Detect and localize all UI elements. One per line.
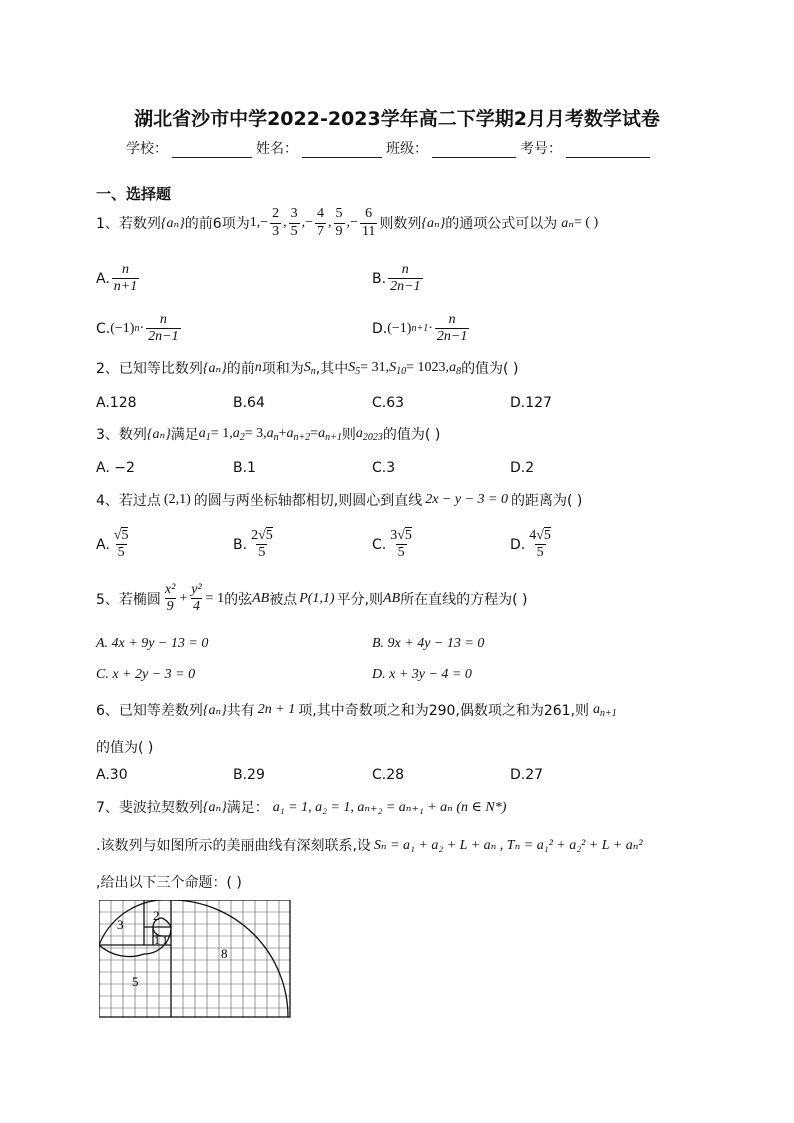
q6-line2: 的值为( ) (96, 740, 154, 756)
q1-number: 1、 (96, 216, 119, 232)
q1-text3: 则数列 (379, 216, 422, 232)
square-label-3: 3 (117, 917, 124, 932)
q5-option-b[interactable]: B. 9x + 4y − 13 = 0 (372, 636, 485, 651)
spiral-curve (99, 900, 288, 1017)
q5-option-d[interactable]: D. x + 3y − 4 = 0 (372, 667, 472, 682)
question-2: 2、 已知等比数列 {aₙ} 的前 n 项和为 $S_n$ ,其中 $S_5$ = 31, $S_{10}$ = 1023, $a_8$ 的值为( ) (96, 359, 519, 377)
square-label-1a: 1 (154, 933, 160, 947)
number-blank[interactable] (566, 142, 650, 158)
q4-option-a[interactable]: A. $\frac{√5}{5}$ (96, 528, 129, 561)
question-5: 5、 若椭圆 $\frac{\text{x²}}{9}$ + $\frac{\text{y²}}{4}$ = 1 的弦 AB 被点 P(1,1) 平分,则 AB 所在直线的方程为( ) (96, 582, 528, 615)
square-label-8: 8 (221, 946, 228, 961)
name-label: 姓名： (256, 141, 298, 157)
info-line (126, 138, 654, 158)
q1-option-b[interactable]: B. $\frac{n}{2n-1}$ (372, 262, 421, 295)
q3-option-d[interactable]: D.2 (510, 460, 535, 476)
q4-option-c[interactable]: C. $\frac{3√5}{5}$ (372, 528, 412, 561)
q1-frac: $\frac{5}{9}$ (335, 206, 343, 239)
q4-option-d[interactable]: D. $\frac{4√5}{5}$ (510, 528, 551, 561)
q1-text4: 的通项公式可以为 (445, 216, 558, 232)
q1-seq: {aₙ} (160, 215, 185, 231)
q3-option-a[interactable]: A. −2 (96, 460, 135, 476)
q7-line2: .该数列与如图所示的美丽曲线有深刻联系,设 Sₙ = a₁ + a₂ + L + aₙ , Tₙ = a₁² + a₂² + L + aₙ² (96, 837, 643, 854)
q1-frac: $\frac{4}{7}$ (317, 206, 325, 239)
q6-option-a[interactable]: A.30 (96, 767, 128, 783)
q4-option-b[interactable]: B. $\frac{2√5}{5}$ (233, 528, 273, 561)
q1-frac: $\frac{3}{5}$ (290, 206, 298, 239)
square-label-2: 2 (153, 908, 160, 923)
page-title: 湖北省沙市中学2022-2023学年高二下学期2月月考数学试卷 (134, 108, 660, 130)
number-label: 考号： (520, 141, 562, 157)
square-label-1b: 1 (162, 933, 168, 947)
question-1: 1、 若数列 {aₙ} 的前6项为 1, − $\frac{2}{3}$ , $\frac{3}{5}$ ,− $\frac{4}{7}$ , $\frac{5}{9}$ ,− $\frac{6}{11}$ 则数列 {aₙ} 的通项公式可以为 aₙ = ( ) (96, 206, 599, 239)
q3-option-c[interactable]: C.3 (372, 460, 396, 476)
q2-option-a[interactable]: A.128 (96, 395, 137, 411)
q5-option-c[interactable]: C. x + 2y − 3 = 0 (96, 667, 196, 682)
question-6: 6、 已知等差数列 {aₙ} 共有 2n + 1 项,其中奇数项之和为290,偶数项之和为261,则 $a_{n+1}$ (96, 701, 617, 719)
q2-option-d[interactable]: D.127 (510, 395, 552, 411)
q7-line3: ,给出以下三个命题：( ) (96, 875, 242, 891)
figure-squares (99, 900, 290, 1017)
q1-text2: 的前6项为 (184, 216, 250, 232)
square-label-5: 5 (132, 974, 139, 989)
q1-frac: $\frac{6}{11}$ (361, 206, 376, 239)
q1-frac: $\frac{2}{3}$ (272, 206, 280, 239)
q6-option-c[interactable]: C.28 (372, 767, 405, 783)
q1-term: 1, (249, 215, 261, 230)
question-3: 3、 数列 {aₙ} 满足 $a_1$ = 1, $a_2$ = 3, $a_n$ + $a_{n+2}$ = $a_{n+1}$ 则 $a_{2023}$ 的值为( ) (96, 425, 441, 443)
school-label: 学校： (126, 141, 168, 157)
q1-option-c[interactable]: C. (−1) n · $\frac{n}{2n-1}$ (96, 312, 179, 345)
class-blank[interactable] (432, 142, 516, 158)
q2-option-b[interactable]: B.64 (233, 395, 265, 411)
q6-option-b[interactable]: B.29 (233, 767, 265, 783)
q1-answer: = ( ) (573, 215, 599, 230)
question-7: 7、 斐波拉契数列 {aₙ} 满足： a₁ = 1, a₂ = 1, aₙ₊₂ = aₙ₊₁ + aₙ (n ∈ N*) (96, 799, 507, 816)
q1-text: 若数列 (118, 216, 161, 232)
class-label: 班级： (386, 141, 428, 157)
figure-grid (99, 900, 290, 1017)
q1-seq2: {aₙ} (421, 215, 446, 231)
q1-option-a[interactable]: A. $\frac{n}{n+1}$ (96, 262, 138, 295)
q1-option-d[interactable]: D. (−1) n+1 · $\frac{n}{2n-1}$ (372, 312, 468, 345)
q5-option-a[interactable]: A. 4x + 9y − 13 = 0 (96, 636, 209, 651)
name-blank[interactable] (302, 142, 382, 158)
q2-option-c[interactable]: C.63 (372, 395, 405, 411)
q3-option-b[interactable]: B.1 (233, 460, 256, 476)
q1-an: aₙ (561, 215, 574, 231)
question-4: 4、 若过点 (2,1) 的圆与两坐标轴都相切,则圆心到直线 2x − y − 3 = 0 的距离为( ) (96, 492, 583, 509)
fibonacci-spiral-figure (99, 900, 291, 1018)
section-heading: 一、选择题 (96, 185, 172, 203)
school-blank[interactable] (172, 142, 252, 158)
q6-option-d[interactable]: D.27 (510, 767, 544, 783)
